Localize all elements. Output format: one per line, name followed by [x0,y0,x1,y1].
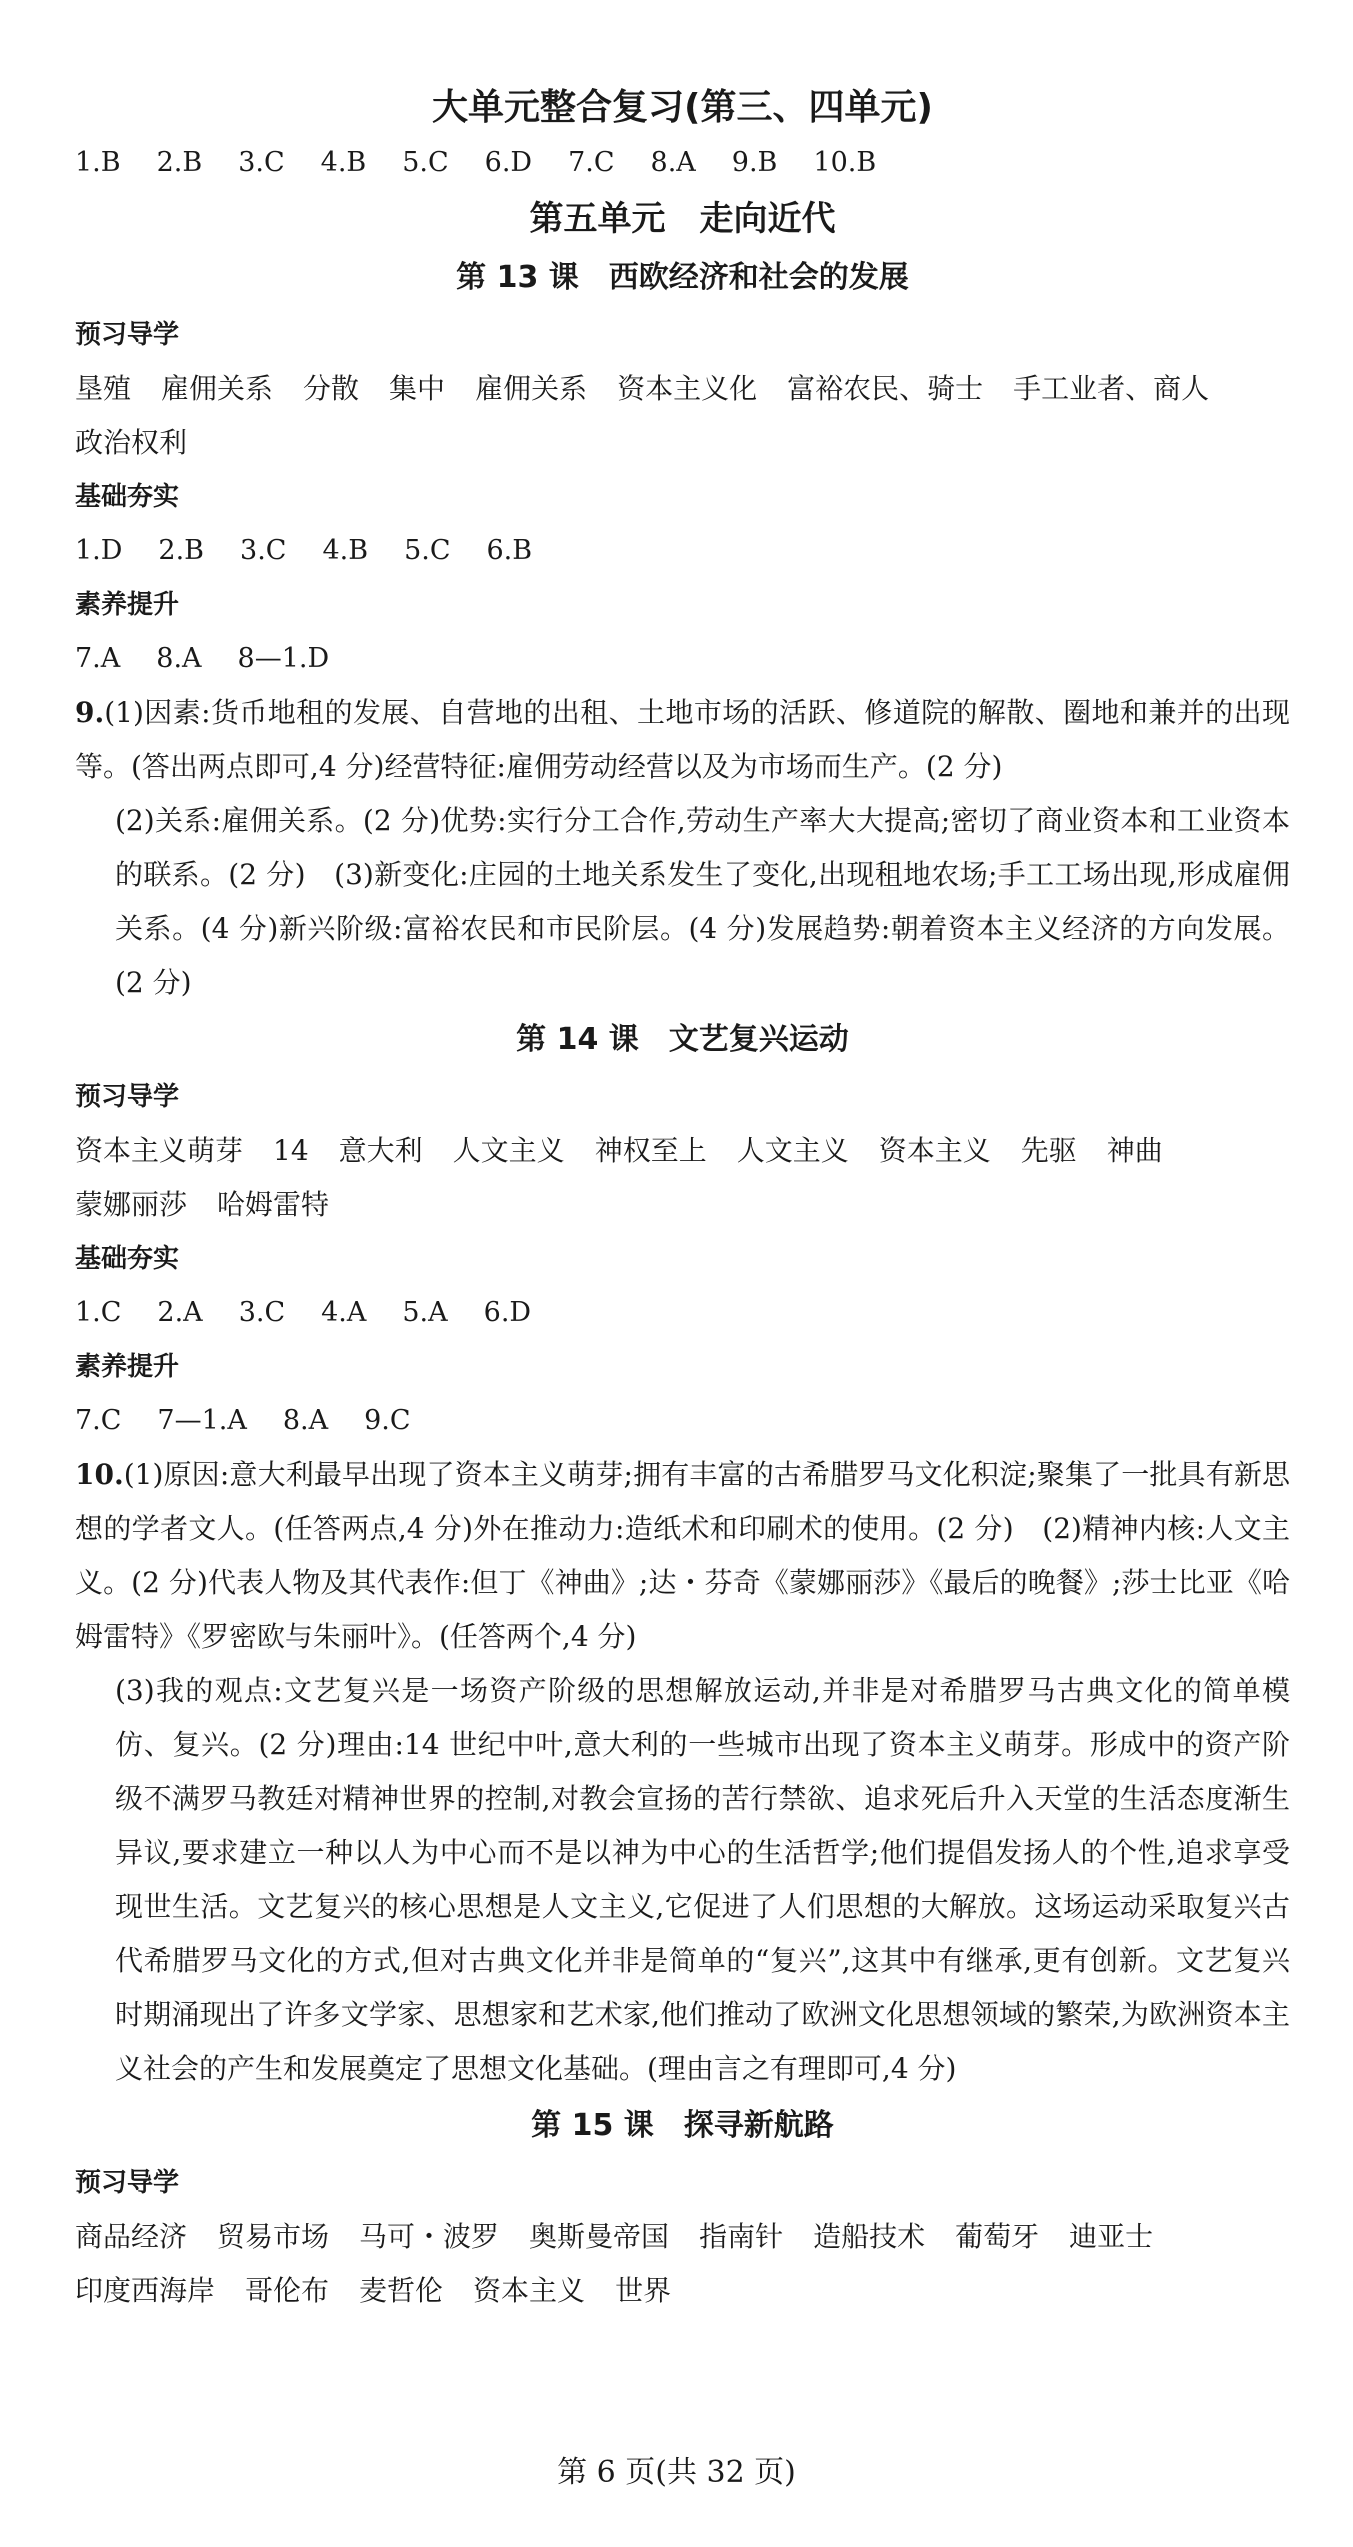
lesson-13-question-9 [75,686,1290,1010]
answer-item: 9.B [731,147,778,178]
preview-word: 奥斯曼帝国 [529,2220,670,2253]
lesson-15-title: 第 15 课 探寻新航路 [531,2108,834,2143]
unit-title: 第五单元 走向近代 [529,199,836,239]
lesson-14-preview-label: 预习导学 [75,1082,180,1112]
answer-item: 3.C [238,1297,286,1328]
preview-word: 神权至上 [594,1134,707,1167]
preview-word: 印度西海岸 [75,2274,216,2307]
preview-word: 麦哲伦 [359,2274,444,2307]
lesson-14-preview-line-1 [75,1124,1290,1178]
preview-word: 集中 [389,372,446,405]
preview-word: 雇佣关系 [161,372,274,405]
lesson-14-title: 第 14 课 文艺复兴运动 [516,1022,849,1057]
question-number: 10. [75,1458,124,1491]
answer-item: 4.B [320,147,367,178]
preview-word: 分散 [303,372,360,405]
lesson-14-question-10 [75,1448,1290,2096]
lesson-15-preview-line-2 [75,2264,1290,2318]
question-number: 9. [75,696,105,729]
answer-item: 9.C [364,1405,411,1436]
answer-item: 7.A [75,643,121,674]
preview-word: 资本主义化 [617,372,758,405]
preview-word: 手工业者、商人 [1013,372,1210,405]
review-title: 大单元整合复习(第三、四单元) [432,87,933,128]
preview-word: 先驱 [1020,1134,1077,1167]
answer-item: 8.A [156,643,202,674]
answer-item: 1.D [75,535,123,566]
preview-word: 雇佣关系 [475,372,588,405]
lesson-14-preview-line-2 [75,1178,1290,1232]
preview-word: 人文主义 [452,1134,565,1167]
preview-word: 资本主义萌芽 [75,1134,244,1167]
preview-word: 垦殖 [75,372,132,405]
answer-item: 8—1.D [237,643,330,674]
answer-item: 6.D [483,1297,532,1328]
answer-item: 5.A [402,1297,448,1328]
preview-word: 指南针 [699,2220,784,2253]
answer-item: 8.A [282,1405,329,1436]
answer-item: 2.A [157,1297,203,1328]
question-9-part-2: (2)关系:雇佣关系。(2 分)优势:实行分工合作,劳动生产率大大提高;密切了商业资本和工业资本的联系。(2 分) (3)新变化:庄园的土地关系发生了变化,出现租地农场;手工工场出现,形成雇佣关系。(4 分)新兴阶级:富裕农民和市民阶层。(4 分)发展趋势:朝着资本主义经济的方向发展。(2 分) [115,804,1290,999]
preview-word: 14 [273,1134,309,1167]
question-9-part-1: (1)因素:货币地租的发展、自营地的出租、土地市场的活跃、修道院的解散、圈地和兼并的出现等。(答出两点即可,4 分)经营特征:雇佣劳动经营以及为市场而生产。(2 分) [75,696,1290,783]
preview-word: 造船技术 [813,2220,926,2253]
preview-word: 葡萄牙 [955,2220,1040,2253]
answer-item: 7.C [568,147,615,178]
answer-page [75,80,1290,2318]
lesson-14-improve-label: 素养提升 [75,1352,180,1382]
preview-word: 马可・波罗 [359,2220,500,2253]
lesson-13-preview-label: 预习导学 [75,320,180,350]
preview-word: 富裕农民、骑士 [787,372,984,405]
answer-item: 6.D [484,147,533,178]
preview-word: 人文主义 [736,1134,849,1167]
lesson-15-preview-label: 预习导学 [75,2168,180,2198]
answer-item: 10.B [813,147,877,178]
answer-item: 4.B [322,535,369,566]
preview-word: 神曲 [1106,1134,1163,1167]
lesson-13-improve-answers [75,632,1290,686]
answer-item: 2.B [156,147,203,178]
lesson-13-basic-answers [75,524,1290,578]
answer-item: 5.C [402,147,449,178]
lesson-15-preview-line-1 [75,2210,1290,2264]
question-10-part-1: (1)原因:意大利最早出现了资本主义萌芽;拥有丰富的古希腊罗马文化积淀;聚集了一批具有新思想的学者文人。(任答两点,4 分)外在推动力:造纸术和印刷术的使用。(2 分) (2)精神内核:人文主义。(2 分)代表人物及其代表作:但丁《神曲》;达・芬奇《蒙娜丽莎》《最后的晚餐》;莎士比亚《哈姆雷特》《罗密欧与朱丽叶》。(任答两个,4 分) [75,1458,1290,1653]
preview-word: 意大利 [338,1134,423,1167]
preview-word: 政治权利 [75,426,188,459]
preview-word: 蒙娜丽莎 [75,1188,188,1221]
lesson-13-preview-line-2 [75,416,1290,470]
preview-word: 迪亚士 [1069,2220,1154,2253]
lesson-14-basic-label: 基础夯实 [75,1244,180,1274]
answer-item: 6.B [486,535,533,566]
answer-item: 8.A [650,147,696,178]
question-10-part-2: (3)我的观点:文艺复兴是一场资产阶级的思想解放运动,并非是对希腊罗马古典文化的简单模仿、复兴。(2 分)理由:14 世纪中叶,意大利的一些城市出现了资本主义萌芽。形成中的资产阶级不满罗马教廷对精神世界的控制,对教会宣扬的苦行禁欲、追求死后升入天堂的生活态度渐生异议,要求建立一种以人为中心而不是以神为中心的生活哲学;他们提倡发扬人的个性,追求享受现世生活。文艺复兴的核心思想是人文主义,它促进了人们思想的大解放。这场运动采取复兴古代希腊罗马文化的方式,但对古典文化并非是简单的“复兴”,这其中有继承,更有创新。文艺复兴时期涌现出了许多文学家、思想家和艺术家,他们推动了欧洲文化思想领域的繁荣,为欧洲资本主义社会的产生和发展奠定了思想文化基础。(理由言之有理即可,4 分) [115,1674,1290,2085]
preview-word: 商品经济 [75,2220,188,2253]
lesson-14-basic-answers [75,1286,1290,1340]
answer-item: 3.C [238,147,285,178]
answer-item: 7.C [75,1405,122,1436]
review-answers [75,136,1290,190]
answer-item: 2.B [158,535,205,566]
answer-item: 5.C [404,535,451,566]
preview-word: 资本主义 [878,1134,991,1167]
answer-item: 3.C [240,535,287,566]
preview-word: 哥伦布 [245,2274,330,2307]
lesson-13-title: 第 13 课 西欧经济和社会的发展 [456,260,909,295]
preview-word: 贸易市场 [217,2220,330,2253]
answer-item: 1.B [75,147,121,178]
lesson-14-improve-answers [75,1394,1290,1448]
answer-item: 7—1.A [157,1405,247,1436]
answer-item: 1.C [75,1297,122,1328]
preview-word: 世界 [615,2274,672,2307]
answer-item: 4.A [321,1297,367,1328]
preview-word: 哈姆雷特 [217,1188,330,1221]
page-footer: 第 6 页(共 32 页) [557,2455,796,2490]
lesson-13-basic-label: 基础夯实 [75,482,180,512]
preview-word: 资本主义 [473,2274,586,2307]
lesson-13-improve-label: 素养提升 [75,590,180,620]
lesson-13-preview-line-1 [75,362,1290,416]
